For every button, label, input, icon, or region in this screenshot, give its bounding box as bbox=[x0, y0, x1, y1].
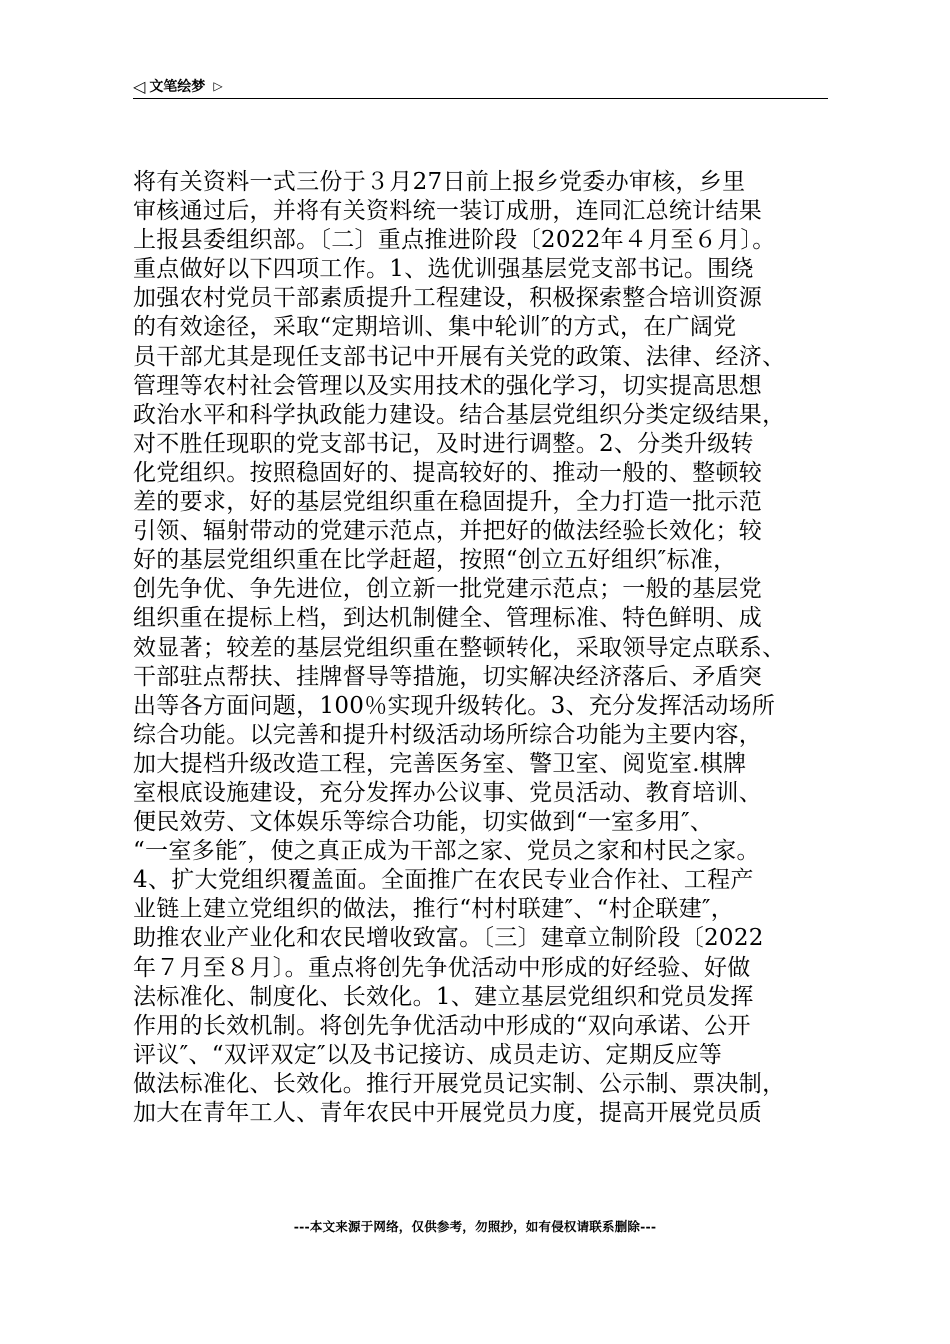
body-line: 综合功能。以完善和提升村级活动场所综合功能为主要内容， bbox=[133, 721, 763, 748]
body-line: 审核通过后，并将有关资料统一装订成册，连同汇总统计结果 bbox=[133, 198, 763, 225]
body-line: 重点做好以下四项工作。1、选优训强基层党支部书记。围绕 bbox=[133, 256, 754, 283]
body-line: 助推农业产业化和农民增收致富。〔三〕建章立制阶段〔2022 bbox=[133, 925, 764, 952]
body-line: 引领、辐射带动的党建示范点，并把好的做法经验长效化；较 bbox=[133, 518, 763, 545]
body-line: 出等各方面问题，100％实现升级转化。3、充分发挥活动场所 bbox=[133, 692, 776, 719]
body-line: 加大在青年工人、青年农民中开展党员力度，提高开展党员质 bbox=[133, 1100, 763, 1126]
body-line: 干部驻点帮扶、挂牌督导等措施，切实解决经济落后、矛盾突 bbox=[133, 663, 763, 690]
body-line: 管理等农村社会管理以及实用技术的强化学习，切实提高思想 bbox=[133, 372, 763, 399]
document-body bbox=[133, 168, 833, 1128]
body-line: 组织重在提标上档，到达机制健全、管理标准、特色鲜明、成 bbox=[133, 605, 763, 632]
page-header bbox=[133, 72, 828, 99]
body-line: 评议″、“双评双定″以及书记接访、成员走访、定期反应等 bbox=[133, 1041, 723, 1068]
body-line: 将有关资料一式三份于３月27日前上报乡党委办审核，乡里 bbox=[133, 169, 746, 195]
header-title: 文笔绘梦 bbox=[149, 79, 206, 95]
body-line: 员干部尤其是现任支部书记中开展有关党的政策、法律、经济、 bbox=[133, 343, 786, 370]
body-line: 上报县委组织部。〔二〕重点推进阶段〔2022年４月至６月〕。 bbox=[133, 227, 776, 254]
body-line: 化党组织。按照稳固好的、提高较好的、推动一般的、整顿较 bbox=[133, 459, 763, 486]
body-line: 作用的长效机制。将创先争优活动中形成的“双向承诺、公开 bbox=[133, 1012, 751, 1039]
body-line: 加大提档升级改造工程，完善医务室、警卫室、阅览室.棋牌 bbox=[133, 750, 747, 777]
body-line: 4、扩大党组织覆盖面。全面推广在农民专业合作社、工程产 bbox=[133, 867, 754, 894]
right-triangle-icon: ▷ bbox=[213, 79, 223, 93]
body-line: 做法标准化、长效化。推行开展党员记实制、公示制、票决制， bbox=[133, 1070, 786, 1097]
left-triangle-icon: ◁ bbox=[133, 76, 146, 96]
body-line: 好的基层党组织重在比学赶超，按照“创立五好组织″标准， bbox=[133, 547, 737, 574]
body-line: 业链上建立党组织的做法，推行“村村联建″、“村企联建″， bbox=[133, 896, 735, 923]
body-line: 年７月至８月〕。重点将创先争优活动中形成的好经验、好做 bbox=[133, 954, 751, 981]
body-line: 法标准化、制度化、长效化。1、建立基层党组织和党员发挥 bbox=[133, 983, 754, 1010]
body-line: “一室多能″，使之真正成为干部之家、党员之家和村民之家。 bbox=[133, 838, 760, 865]
body-line: 对不胜任现职的党支部书记，及时进行调整。2、分类升级转 bbox=[133, 430, 754, 457]
body-line: 效显著；较差的基层党组织重在整顿转化，采取领导定点联系、 bbox=[133, 634, 786, 661]
body-line: 创先争优、争先进位，创立新一批党建示范点；一般的基层党 bbox=[133, 576, 763, 603]
body-line: 室根底设施建设，充分发挥办公议事、党员活动、教育培训、 bbox=[133, 779, 763, 806]
body-line: 政治水平和科学执政能力建设。结合基层党组织分类定级结果， bbox=[133, 401, 786, 428]
body-line: 便民效劳、文体娱乐等综合功能，切实做到“一室多用″、 bbox=[133, 809, 714, 836]
header-brand bbox=[133, 76, 223, 96]
page-footer: ---本文来源于网络，仅供参考，勿照抄，如有侵权请联系删除--- bbox=[293, 1219, 657, 1234]
body-line: 加强农村党员干部素质提升工程建设，积极探索整合培训资源 bbox=[133, 285, 763, 312]
body-line: 的有效途径，采取“定期培训、集中轮训″的方式，在广阔党 bbox=[133, 314, 737, 341]
body-line: 差的要求，好的基层党组织重在稳固提升，全力打造一批示范 bbox=[133, 489, 763, 516]
